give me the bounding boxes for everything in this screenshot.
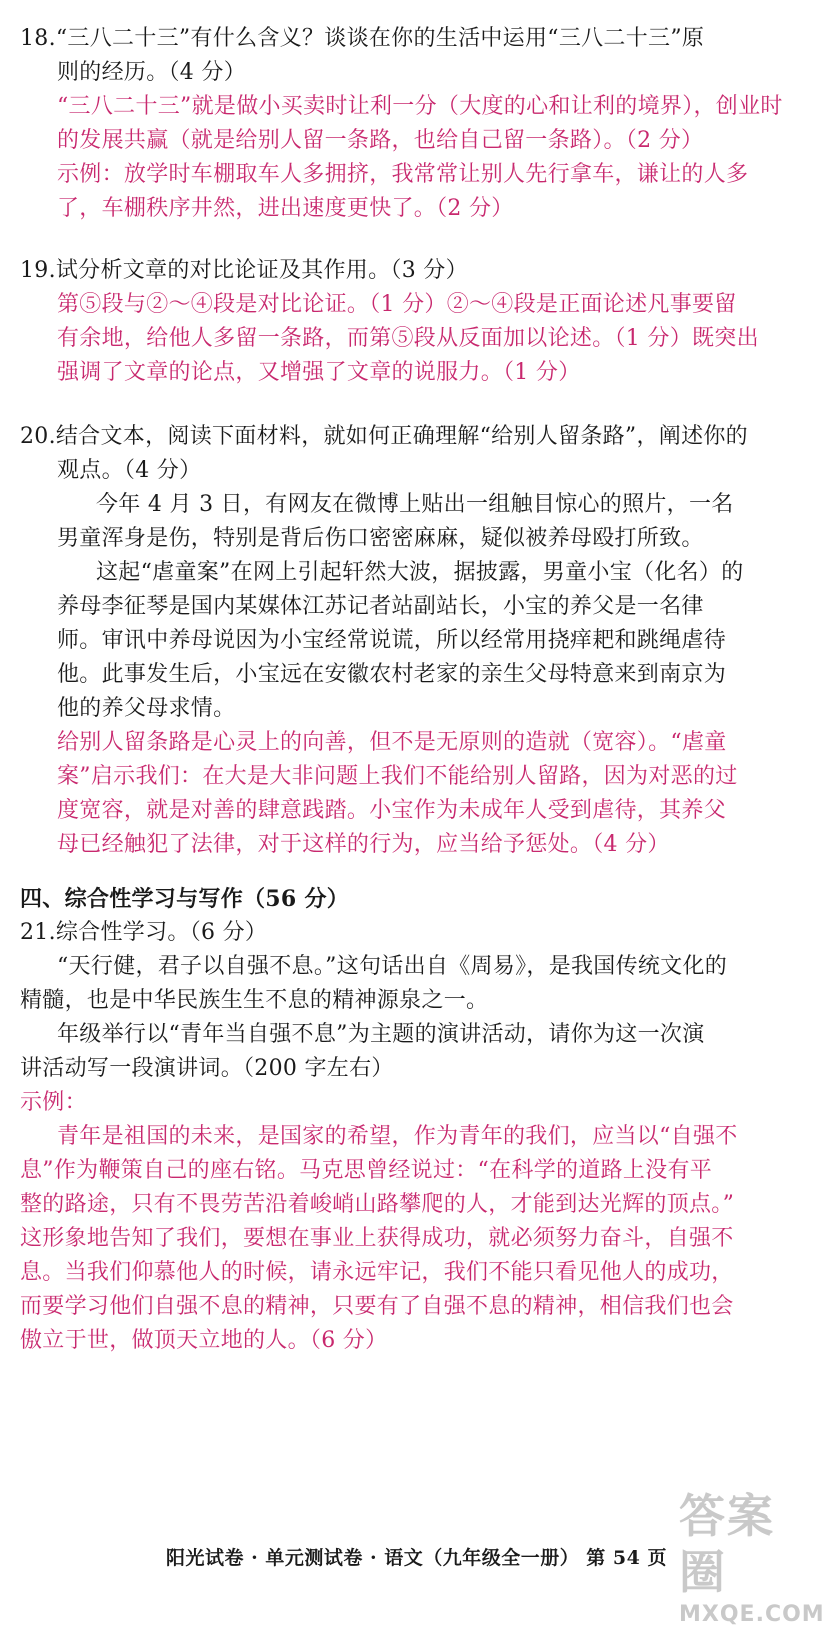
q20-material-line-1: 今年 4 月 3 日，有网友在微博上贴出一组触目惊心的照片，一名: [96, 492, 734, 517]
q21-answer-line-3: 整的路途，只有不畏劳苦沿着峻峭山路攀爬的人，才能到达光辉的顶点。”: [20, 1192, 735, 1217]
watermark-top-text: 答案圈: [679, 1489, 775, 1599]
q21-answer-line-4: 这形象地告知了我们，要想在事业上获得成功，就必须努力奋斗，自强不: [20, 1226, 734, 1251]
q18-answer-line-3: 示例：放学时车棚取车人多拥挤，我常常让别人先行拿车，谦让的人多: [57, 162, 749, 187]
q21-answer-line-5: 息。当我们仰慕他人的时候，请永远牢记，我们不能只看见他人的成功，: [20, 1260, 734, 1285]
q21-prompt-line-4: 讲活动写一段演讲词。（200 字左右）: [20, 1056, 394, 1081]
q20-material-line-3: 这起“虐童案”在网上引起轩然大波，据披露，男童小宝（化名）的: [96, 560, 744, 585]
q20-material-line-4: 养母李征琴是国内某媒体江苏记者站副站长，小宝的养父是一名律: [57, 594, 704, 619]
q18-question-line-2: 则的经历。（4 分）: [57, 60, 246, 85]
watermark-logo: [679, 1488, 825, 1627]
q19-answer-line-2: 有余地，给他人多留一条路，而第⑤段从反面加以论述。（1 分）既突出: [57, 326, 759, 351]
q18-answer-line-2: 的发展共赢（就是给别人留一条路，也给自己留一条路）。（2 分）: [57, 128, 704, 153]
q20-material-line-6: 他。此事发生后，小宝远在安徽农村老家的亲生父母特意来到南京为: [57, 662, 727, 687]
q21-title: 21.综合性学习。（6 分）: [20, 920, 268, 945]
section-4-heading: 四、综合性学习与写作（56 分）: [20, 886, 350, 912]
q21-prompt-line-3: 年级举行以“青年当自强不息”为主题的演讲活动，请你为这一次演: [57, 1022, 705, 1047]
q21-answer-line-1: 青年是祖国的未来，是国家的希望，作为青年的我们，应当以“自强不: [57, 1124, 738, 1149]
q20-question-line-1: 20.结合文本，阅读下面材料，就如何正确理解“给别人留条路”，阐述你的: [20, 424, 748, 449]
question-18: [20, 22, 810, 226]
q19-answer-line-1: 第⑤段与②～④段是对比论证。（1 分）②～④段是正面论述凡事要留: [57, 292, 737, 317]
section-4: [20, 882, 810, 1358]
q19-question-line-1: 19.试分析文章的对比论证及其作用。（3 分）: [20, 258, 468, 283]
q20-answer-line-1: 给别人留条路是心灵上的向善，但不是无原则的造就（宽容）。“虐童: [57, 730, 727, 755]
q20-answer-line-3: 度宽容，就是对善的肆意践踏。小宝作为未成年人受到虐待，其养父: [57, 798, 727, 823]
q20-material-line-5: 师。审讯中养母说因为小宝经常说谎，所以经常用挠痒耙和跳绳虐待: [57, 628, 727, 653]
q18-answer-line-4: 了，车棚秩序井然，进出速度更快了。（2 分）: [57, 196, 514, 221]
q18-answer-line-1: “三八二十三”就是做小买卖时让利一分（大度的心和让利的境界），创业时: [57, 94, 783, 119]
q19-answer-line-3: 强调了文章的论点，又增强了文章的说服力。（1 分）: [57, 360, 581, 385]
q20-question-line-2: 观点。（4 分）: [57, 458, 202, 483]
q21-answer-line-6: 而要学习他们自强不息的精神，只要有了自强不息的精神，相信我们也会: [20, 1294, 734, 1319]
question-20: [20, 420, 810, 862]
q21-answer-line-7: 傲立于世，做顶天立地的人。（6 分）: [20, 1328, 388, 1353]
q20-answer-line-4: 母已经触犯了法律，对于这样的行为，应当给予惩处。（4 分）: [57, 832, 670, 857]
q21-answer-line-2: 息”作为鞭策自己的座右铭。马克思曾经说过：“在科学的道路上没有平: [20, 1158, 713, 1183]
q21-prompt-line-1: “天行健，君子以自强不息。”这句话出自《周易》，是我国传统文化的: [57, 954, 728, 979]
watermark-bottom-text: MXQE.COM: [679, 1602, 825, 1627]
q20-material-line-7: 他的养父母求情。: [57, 696, 236, 721]
q21-prompt-line-2: 精髓，也是中华民族生生不息的精神源泉之一。: [20, 988, 489, 1013]
page-footer: 阳光试卷 · 单元测试卷 · 语文（九年级全一册） 第 54 页: [166, 1547, 667, 1569]
q18-question-line-1: 18.“三八二十三”有什么含义？谈谈在你的生活中运用“三八二十三”原: [20, 26, 705, 51]
q21-example-label: 示例：: [20, 1090, 87, 1115]
q20-answer-line-2: 案”启示我们：在大是大非问题上我们不能给别人留路，因为对恶的过: [57, 764, 738, 789]
q20-material-line-2: 男童浑身是伤，特别是背后伤口密密麻麻，疑似被养母殴打所致。: [57, 526, 704, 551]
question-19: [20, 254, 810, 390]
